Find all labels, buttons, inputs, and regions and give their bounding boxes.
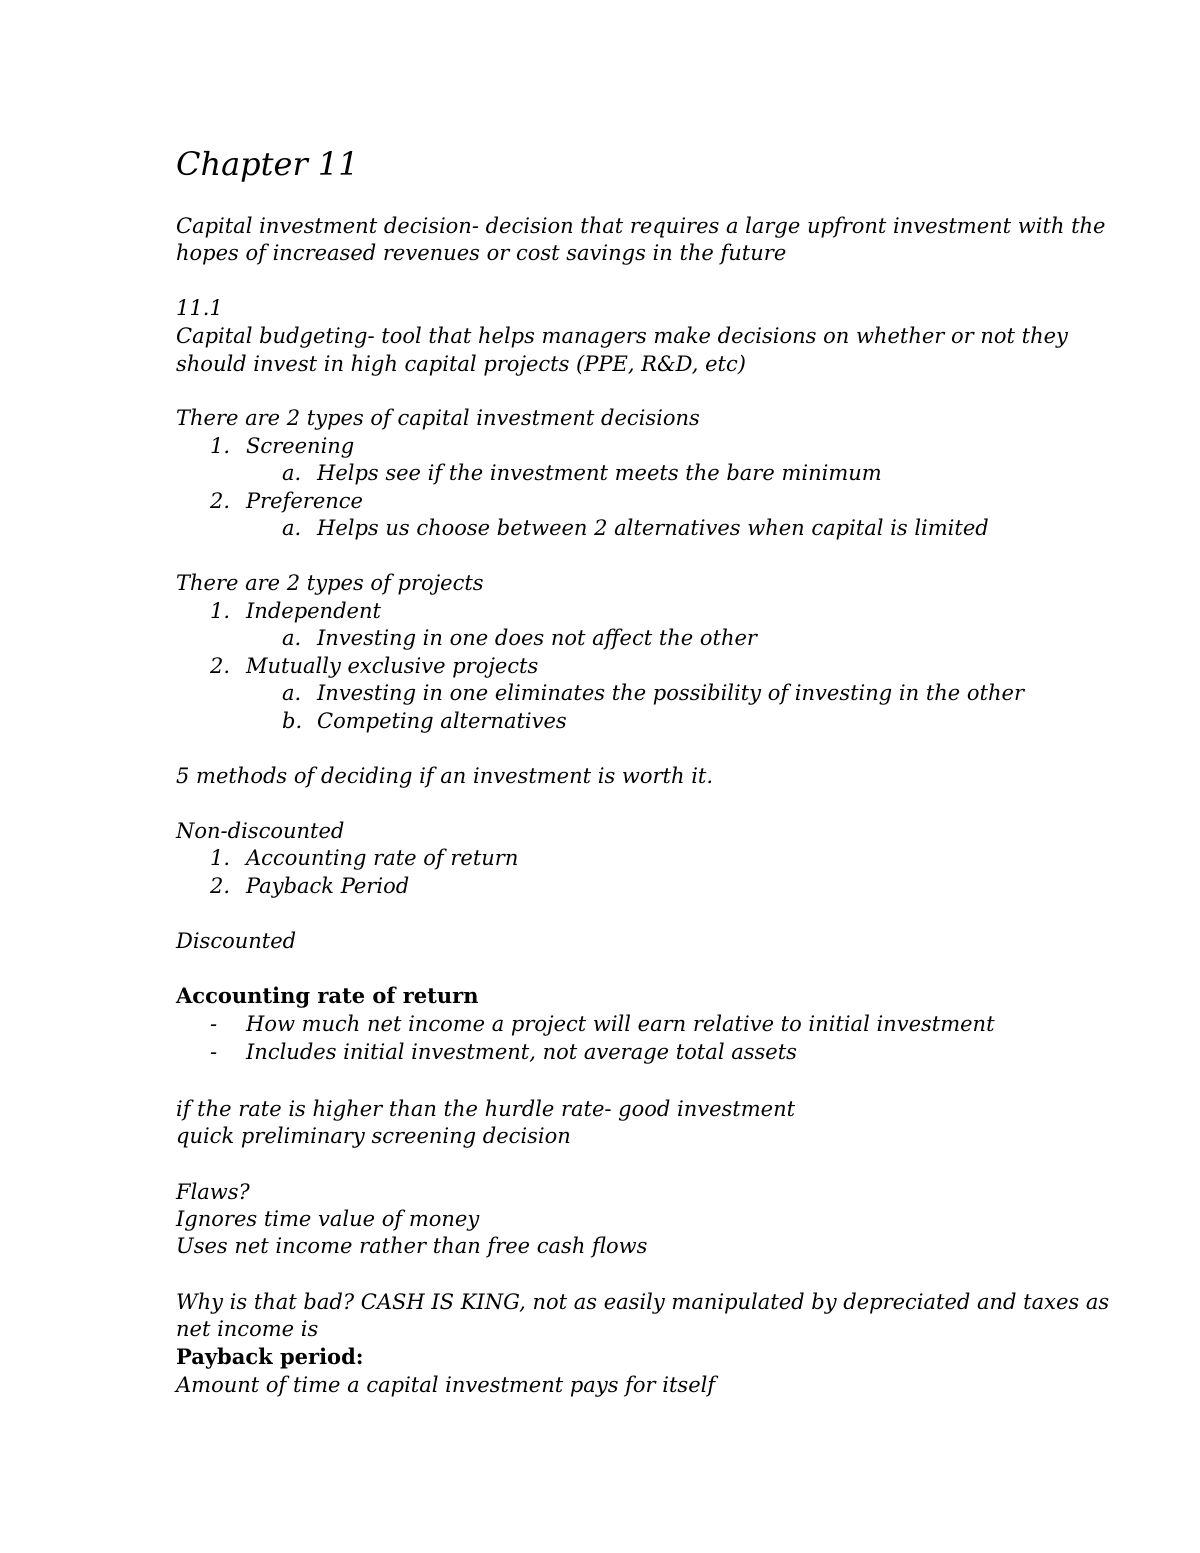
- sub-list-marker: a.: [282, 681, 302, 705]
- sub-list-item: Investing in one eliminates the possibility of investing in the other: [317, 681, 1024, 705]
- section-line-1: Capital budgeting- tool that helps managers make decisions on whether or not they: [176, 324, 1068, 348]
- list-marker: 1.: [210, 599, 231, 623]
- decision-types-intro: There are 2 types of capital investment decisions: [176, 406, 700, 430]
- why-line-2: net income is: [176, 1317, 319, 1341]
- list-marker: 2.: [210, 654, 231, 678]
- payback-definition: Amount of time a capital investment pays for itself: [176, 1373, 716, 1397]
- sub-list-marker: a.: [282, 461, 302, 485]
- list-marker: 1.: [210, 434, 231, 458]
- flaws-line-2: Ignores time value of money: [176, 1207, 480, 1231]
- arr-note-2: quick preliminary screening decision: [176, 1124, 571, 1148]
- arr-heading: Accounting rate of return: [176, 983, 479, 1008]
- list-marker: 1.: [210, 846, 231, 870]
- project-types-intro: There are 2 types of projects: [176, 571, 484, 595]
- bullet-item: Includes initial investment, not average total assets: [246, 1040, 797, 1064]
- bullet-marker: -: [210, 1040, 218, 1064]
- list-marker: 2.: [210, 489, 231, 513]
- sub-list-marker: a.: [282, 626, 302, 650]
- sub-list-item: Helps us choose between 2 alternatives when capital is limited: [317, 516, 989, 540]
- flaws-line-1: Flaws?: [176, 1180, 250, 1204]
- sub-list-item: Helps see if the investment meets the bare minimum: [317, 461, 882, 485]
- payback-heading: Payback period:: [176, 1344, 364, 1369]
- list-item: Preference: [246, 489, 363, 513]
- section-number: 11.1: [176, 296, 223, 320]
- bullet-marker: -: [210, 1012, 218, 1036]
- list-item: Independent: [246, 599, 381, 623]
- flaws-line-3: Uses net income rather than free cash flows: [176, 1234, 648, 1258]
- list-item: Mutually exclusive projects: [246, 654, 539, 678]
- list-item: Accounting rate of return: [246, 846, 519, 870]
- list-item: Payback Period: [246, 874, 410, 898]
- non-discounted-label: Non-discounted: [176, 819, 345, 843]
- list-item: Screening: [246, 434, 355, 458]
- intro-line-1: Capital investment decision- decision that requires a large upfront investment with the: [176, 214, 1106, 238]
- discounted-label: Discounted: [176, 929, 297, 953]
- sub-list-marker: a.: [282, 516, 302, 540]
- section-line-2: should invest in high capital projects (PPE, R&D, etc): [176, 352, 746, 376]
- list-marker: 2.: [210, 874, 231, 898]
- intro-line-2: hopes of increased revenues or cost savings in the future: [176, 241, 787, 265]
- sub-list-item: Investing in one does not affect the other: [317, 626, 757, 650]
- methods-intro: 5 methods of deciding if an investment is worth it.: [176, 764, 714, 788]
- sub-list-item: Competing alternatives: [317, 709, 567, 733]
- page-title: Chapter 11: [176, 145, 359, 183]
- bullet-item: How much net income a project will earn relative to initial investment: [246, 1012, 995, 1036]
- why-line-1: Why is that bad? CASH IS KING, not as easily manipulated by depreciated and taxes as: [176, 1290, 1110, 1314]
- sub-list-marker: b.: [282, 709, 303, 733]
- arr-note-1: if the rate is higher than the hurdle rate- good investment: [176, 1097, 796, 1121]
